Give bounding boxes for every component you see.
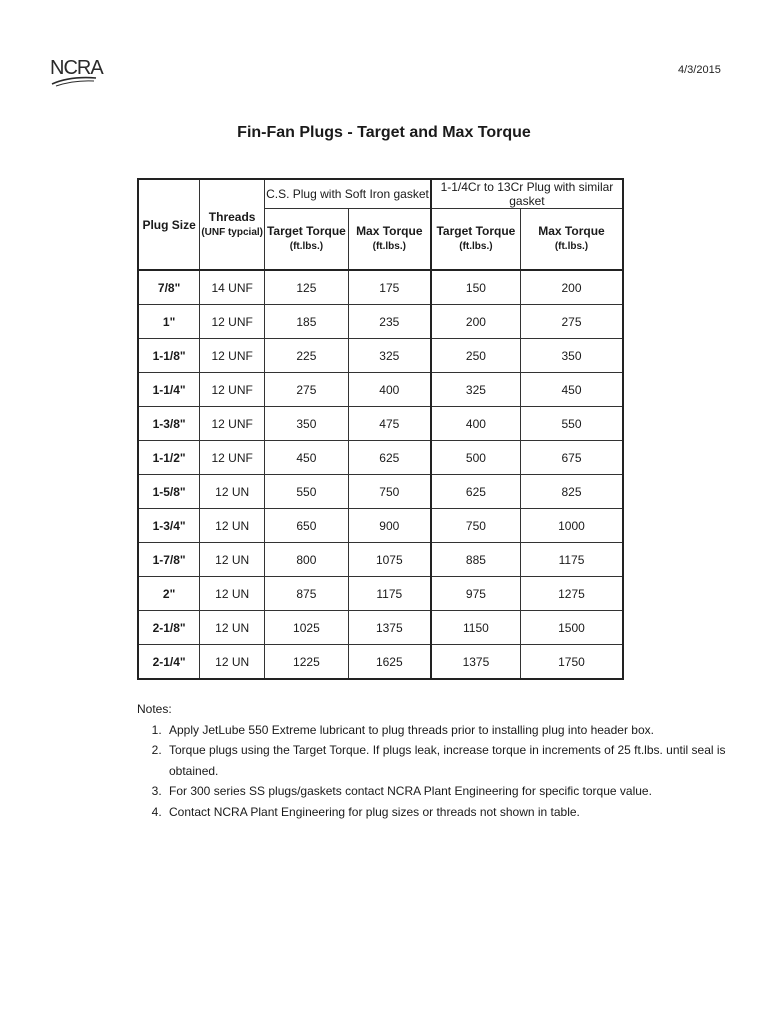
threads-cell: 12 UN bbox=[200, 577, 265, 611]
cr-max-unit: (ft.lbs.) bbox=[554, 241, 589, 252]
plug-size-cell: 2-1/8" bbox=[138, 611, 200, 645]
cs-target-unit: (ft.lbs.) bbox=[289, 241, 324, 252]
document-date: 4/3/2015 bbox=[678, 64, 721, 76]
cs-target-cell: 225 bbox=[265, 339, 349, 373]
plug-size-label: Plug Size bbox=[142, 217, 196, 232]
table-row bbox=[138, 373, 623, 407]
table-row bbox=[138, 339, 623, 373]
cs-target-cell: 650 bbox=[265, 509, 349, 543]
threads-sub-label: (UNF typcial) bbox=[201, 226, 263, 238]
ncra-logo bbox=[50, 57, 103, 92]
threads-cell: 12 UNF bbox=[200, 407, 265, 441]
table-row bbox=[138, 577, 623, 611]
cr-max-cell: 675 bbox=[520, 441, 623, 475]
torque-table bbox=[137, 178, 624, 680]
cr-max-cell: 450 bbox=[520, 373, 623, 407]
cs-max-cell: 175 bbox=[348, 270, 431, 305]
threads-cell: 12 UNF bbox=[200, 373, 265, 407]
plug-size-cell: 1-7/8" bbox=[138, 543, 200, 577]
header-cs-max bbox=[348, 209, 431, 271]
table-row bbox=[138, 407, 623, 441]
cs-max-cell: 325 bbox=[348, 339, 431, 373]
note-item: 2. Torque plugs using the Target Torque. If plugs leak, increase torque in increments of 25 ft.lbs. until seal is obtained. bbox=[165, 740, 768, 781]
cs-target-cell: 1025 bbox=[265, 611, 349, 645]
plug-size-cell: 1-5/8" bbox=[138, 475, 200, 509]
cr-target-cell: 150 bbox=[431, 270, 521, 305]
threads-cell: 12 UNF bbox=[200, 339, 265, 373]
cr-target-cell: 325 bbox=[431, 373, 521, 407]
notes-heading: Notes: bbox=[137, 702, 172, 716]
cr-max-cell: 1750 bbox=[520, 645, 623, 680]
plug-size-cell: 1-3/4" bbox=[138, 509, 200, 543]
cr-target-cell: 500 bbox=[431, 441, 521, 475]
logo-text: NCRA bbox=[50, 57, 103, 79]
cr-max-cell: 350 bbox=[520, 339, 623, 373]
cr-target-cell: 885 bbox=[431, 543, 521, 577]
table-row bbox=[138, 475, 623, 509]
cs-max-cell: 900 bbox=[348, 509, 431, 543]
cs-max-cell: 1075 bbox=[348, 543, 431, 577]
cr-max-cell: 1275 bbox=[520, 577, 623, 611]
cr-target-cell: 200 bbox=[431, 305, 521, 339]
header-cr-target bbox=[431, 209, 521, 271]
cr-max-cell: 1500 bbox=[520, 611, 623, 645]
cs-max-cell: 1625 bbox=[348, 645, 431, 680]
logo-swoosh-icon bbox=[50, 74, 98, 88]
cr-max-cell: 275 bbox=[520, 305, 623, 339]
table-row bbox=[138, 509, 623, 543]
cs-target-cell: 125 bbox=[265, 270, 349, 305]
note-item: 1. Apply JetLube 550 Extreme lubricant to plug threads prior to installing plug into header box. bbox=[165, 720, 768, 741]
cr-target-cell: 625 bbox=[431, 475, 521, 509]
plug-size-cell: 1-1/8" bbox=[138, 339, 200, 373]
threads-cell: 12 UN bbox=[200, 645, 265, 680]
threads-cell: 12 UN bbox=[200, 543, 265, 577]
header-plug-size bbox=[138, 179, 200, 270]
notes-list bbox=[137, 720, 768, 823]
table-row bbox=[138, 645, 623, 680]
cr-target-cell: 975 bbox=[431, 577, 521, 611]
cs-max-cell: 1375 bbox=[348, 611, 431, 645]
threads-cell: 12 UNF bbox=[200, 441, 265, 475]
cs-max-label: Max Torque bbox=[356, 224, 423, 238]
plug-size-cell: 1-3/8" bbox=[138, 407, 200, 441]
cs-target-cell: 1225 bbox=[265, 645, 349, 680]
cs-max-cell: 475 bbox=[348, 407, 431, 441]
plug-size-cell: 1" bbox=[138, 305, 200, 339]
notes-section bbox=[137, 699, 768, 822]
threads-cell: 14 UNF bbox=[200, 270, 265, 305]
cr-max-cell: 200 bbox=[520, 270, 623, 305]
cr-max-cell: 1175 bbox=[520, 543, 623, 577]
cs-target-cell: 350 bbox=[265, 407, 349, 441]
cs-max-cell: 625 bbox=[348, 441, 431, 475]
header-cr-max bbox=[520, 209, 623, 271]
cr-target-cell: 1150 bbox=[431, 611, 521, 645]
threads-cell: 12 UNF bbox=[200, 305, 265, 339]
table-row bbox=[138, 270, 623, 305]
table-row bbox=[138, 611, 623, 645]
page-title: Fin-Fan Plugs - Target and Max Torque bbox=[237, 124, 531, 141]
cs-max-cell: 235 bbox=[348, 305, 431, 339]
threads-cell: 12 UN bbox=[200, 475, 265, 509]
cs-max-cell: 750 bbox=[348, 475, 431, 509]
cr-target-cell: 400 bbox=[431, 407, 521, 441]
cr-target-label: Target Torque bbox=[436, 224, 516, 238]
cr-max-label: Max Torque bbox=[538, 224, 605, 238]
cs-target-cell: 275 bbox=[265, 373, 349, 407]
cr-max-cell: 825 bbox=[520, 475, 623, 509]
plug-size-cell: 1-1/2" bbox=[138, 441, 200, 475]
table-row bbox=[138, 441, 623, 475]
cs-max-cell: 400 bbox=[348, 373, 431, 407]
cs-max-cell: 1175 bbox=[348, 577, 431, 611]
cr-target-cell: 1375 bbox=[431, 645, 521, 680]
cs-target-cell: 550 bbox=[265, 475, 349, 509]
header-threads bbox=[200, 179, 265, 270]
cs-target-cell: 800 bbox=[265, 543, 349, 577]
plug-size-cell: 2" bbox=[138, 577, 200, 611]
note-item: 3. For 300 series SS plugs/gaskets contact NCRA Plant Engineering for specific torque value. bbox=[165, 781, 768, 802]
cr-max-cell: 1000 bbox=[520, 509, 623, 543]
table-row bbox=[138, 543, 623, 577]
threads-label: Threads bbox=[208, 209, 256, 224]
cs-target-label: Target Torque bbox=[266, 224, 346, 238]
cr-target-cell: 750 bbox=[431, 509, 521, 543]
cs-target-cell: 875 bbox=[265, 577, 349, 611]
cr-max-cell: 550 bbox=[520, 407, 623, 441]
note-item: 4. Contact NCRA Plant Engineering for plug sizes or threads not shown in table. bbox=[165, 802, 768, 823]
plug-size-cell: 2-1/4" bbox=[138, 645, 200, 680]
threads-cell: 12 UN bbox=[200, 509, 265, 543]
cr-target-unit: (ft.lbs.) bbox=[459, 241, 493, 252]
group-cs-header: C.S. Plug with Soft Iron gasket bbox=[265, 179, 431, 209]
cs-target-cell: 185 bbox=[265, 305, 349, 339]
header-cs-target bbox=[265, 209, 349, 271]
cs-max-unit: (ft.lbs.) bbox=[372, 241, 406, 252]
cr-target-cell: 250 bbox=[431, 339, 521, 373]
threads-cell: 12 UN bbox=[200, 611, 265, 645]
table-row bbox=[138, 305, 623, 339]
group-cr-header: 1-1/4Cr to 13Cr Plug with similar gasket bbox=[431, 179, 623, 209]
plug-size-cell: 1-1/4" bbox=[138, 373, 200, 407]
cs-target-cell: 450 bbox=[265, 441, 349, 475]
plug-size-cell: 7/8" bbox=[138, 270, 200, 305]
